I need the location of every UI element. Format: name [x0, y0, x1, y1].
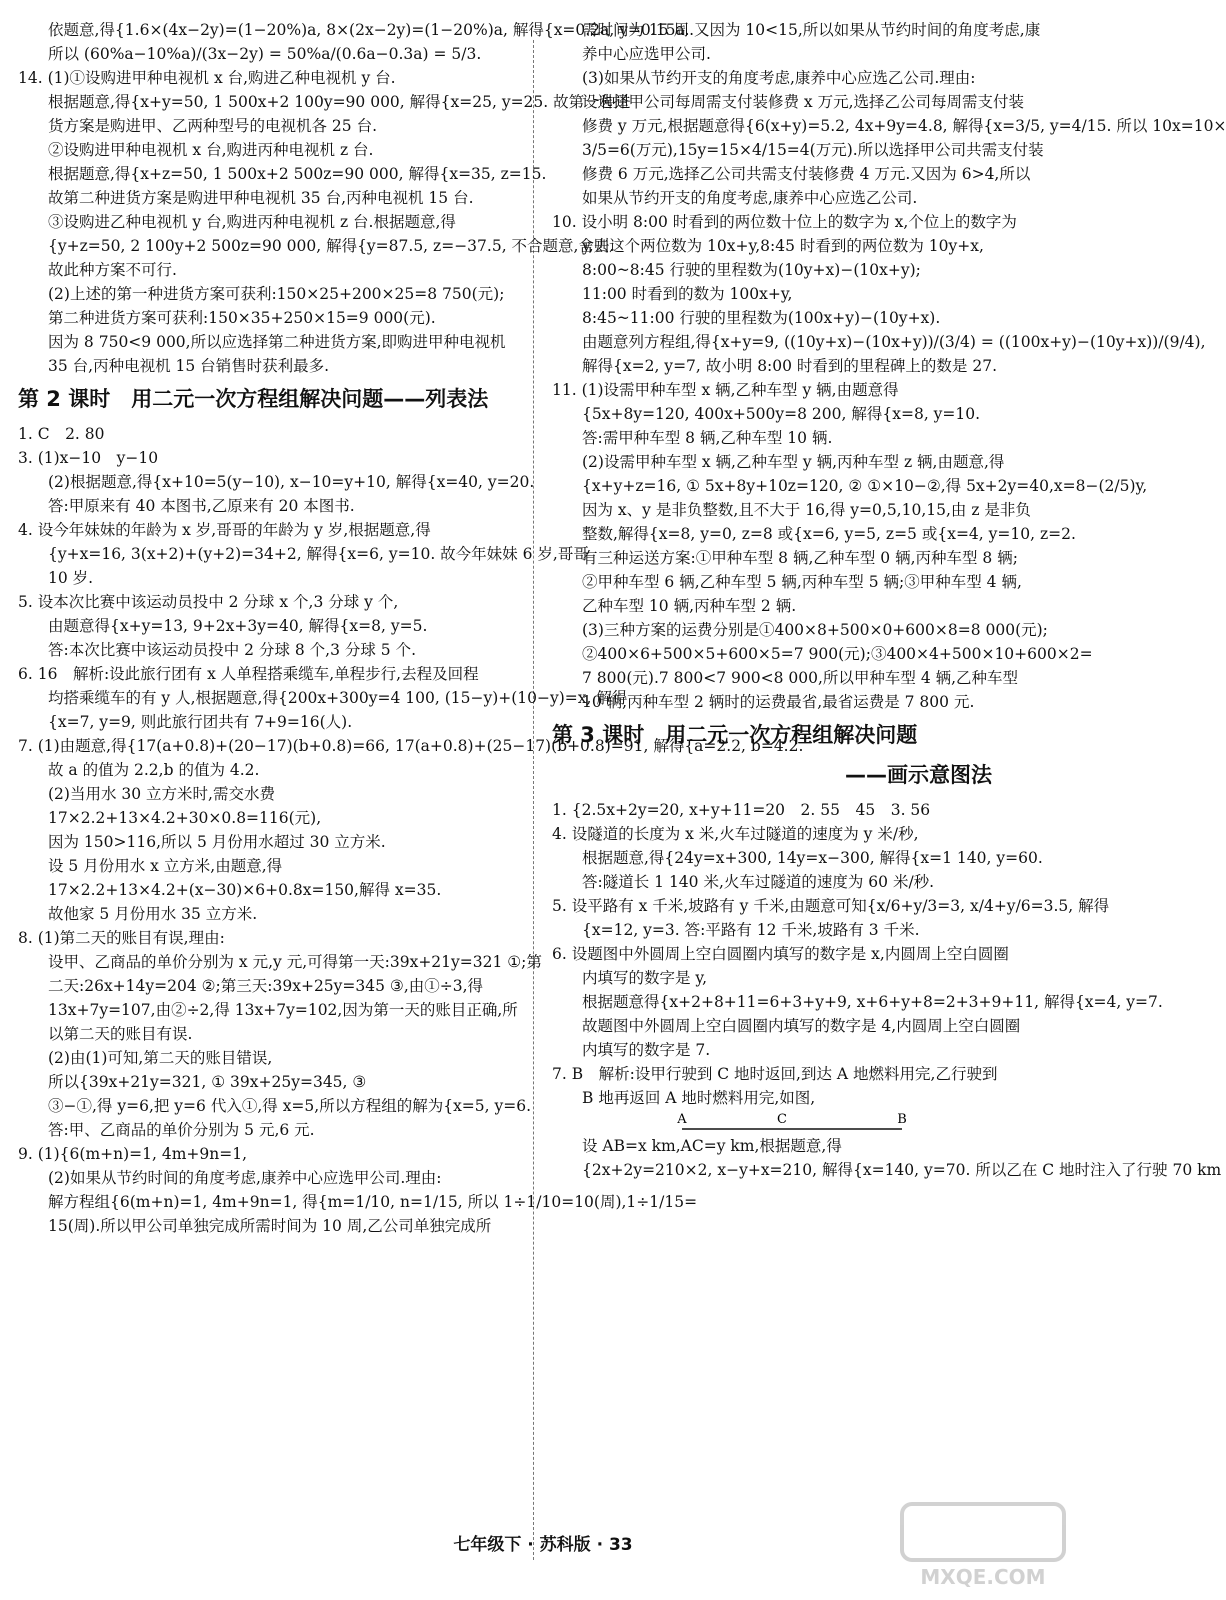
- answer-line: 依题意,得{1.6×(4x−2y)=(1−20%)a, 8×(2x−2y)=(1−20%)a, 解得{x=0.2a, y=0.15a.: [48, 21, 690, 39]
- answer-line: 3/5=6(万元),15y=15×4/15=4(万元).所以选择甲公司共需支付装: [582, 141, 1044, 159]
- answer-line: 17×2.2+13×4.2+30×0.8=116(元),: [48, 809, 322, 827]
- segment-point-label: A: [677, 1112, 687, 1127]
- answer-line: 以第二天的账目有误.: [48, 1025, 193, 1043]
- watermark-logo: [898, 1500, 1068, 1592]
- answer-line: 4. 设今年妹妹的年龄为 x 岁,哥哥的年龄为 y 岁,根据题意,得: [18, 521, 431, 539]
- answer-line: 故他家 5 月份用水 35 立方米.: [48, 905, 258, 923]
- answer-line: 14. (1)①设购进甲种电视机 x 台,购进乙种电视机 y 台.: [18, 69, 396, 87]
- answer-line: 需时间为 15 周.又因为 10<15,所以如果从节约时间的角度考虑,康: [582, 21, 1041, 39]
- answer-line: (3)如果从节约开支的角度考虑,康养中心应选乙公司.理由:: [582, 69, 976, 87]
- segment-figure-row: [552, 1110, 1062, 1134]
- answer-line: 所以{39x+21y=321, ① 39x+25y=345, ③: [48, 1073, 367, 1091]
- answer-line: 7. B 解析:设甲行驶到 C 地时返回,到达 A 地燃料用完,乙行驶到: [552, 1065, 998, 1083]
- right-answers-part2: [552, 798, 1222, 1182]
- answer-line: 故 a 的值为 2.2,b 的值为 4.2.: [48, 761, 260, 779]
- answer-line: 8:45~11:00 行驶的里程数为(100x+y)−(10y+x).: [582, 309, 941, 327]
- answer-line: 10 辆,丙种车型 2 辆时的运费最省,最省运费是 7 800 元.: [582, 693, 975, 711]
- answer-line: 设 AB=x km,AC=y km,根据题意,得: [582, 1137, 842, 1155]
- answer-line: 答:甲、乙商品的单价分别为 5 元,6 元.: [48, 1121, 315, 1139]
- answer-line: 所以 (60%a−10%a)/(3x−2y) = 50%a/(0.6a−0.3a) = 5/3.: [48, 45, 482, 63]
- section-3-title-line1: 第 3 课时 用二元一次方程组解决问题: [552, 723, 918, 747]
- answer-line: 答:甲原来有 40 本图书,乙原来有 20 本图书.: [48, 497, 355, 515]
- answer-line: 11:00 时看到的数为 100x+y,: [582, 285, 793, 303]
- answer-line: 5. 设本次比赛中该运动员投中 2 分球 x 个,3 分球 y 个,: [18, 593, 399, 611]
- answer-line: 二天:26x+14y=204 ②;第三天:39x+25y=345 ③,由①÷3,得: [48, 977, 484, 995]
- answer-line: 养中心应选甲公司.: [582, 45, 711, 63]
- answer-line: {y+x=16, 3(x+2)+(y+2)=34+2, 解得{x=6, y=10. 故今年妹妹 6 岁,哥哥: [48, 545, 589, 563]
- answer-line: ②设购进甲种电视机 x 台,购进丙种电视机 z 台.: [48, 141, 374, 159]
- answer-line: 内填写的数字是 7.: [582, 1041, 711, 1059]
- answer-line: 13x+7y=107,由②÷2,得 13x+7y=102,因为第一天的账目正确,所: [48, 1001, 518, 1019]
- answer-line: 1. {2.5x+2y=20, x+y+11=20 2. 55 45 3. 56: [552, 801, 931, 819]
- answer-line: y,则这个两位数为 10x+y,8:45 时看到的两位数为 10y+x,: [582, 237, 984, 255]
- segment-point-label: C: [777, 1112, 787, 1127]
- answer-line: {x=7, y=9, 则此旅行团共有 7+9=16(人).: [48, 713, 353, 731]
- answer-line: 故此种方案不可行.: [48, 261, 177, 279]
- answer-line: 由题意列方程组,得{x+y=9, ((10y+x)−(10x+y))/(3/4) = ((100x+y)−(10y+x))/(9/4),: [582, 333, 1206, 351]
- answer-line: ③−①,得 y=6,把 y=6 代入①,得 x=5,所以方程组的解为{x=5, y=6.: [48, 1097, 532, 1115]
- answer-line: {2x+2y=210×2, x−y+x=210, 解得{x=140, y=70. 所以乙在 C 地时注入了行驶 70 km: [582, 1161, 1222, 1179]
- answer-line: (2)当用水 30 立方米时,需交水费: [48, 785, 275, 803]
- answer-line: 7. (1)由题意,得{17(a+0.8)+(20−17)(b+0.8)=66, 17(a+0.8)+(25−17)(b+0.8)=91, 解得{a=2.2, b=4.2.: [18, 737, 804, 755]
- answer-line: (2)上述的第一种进货方案可获利:150×25+200×25=8 750(元);: [48, 285, 505, 303]
- answer-line: 故题图中外圆周上空白圆圈内填写的数字是 4,内圆周上空白圆圈: [582, 1017, 1021, 1035]
- segment-figure: [672, 1111, 912, 1135]
- answer-line: 7 800(元).7 800<7 900<8 000,所以甲种车型 4 辆,乙种车型: [582, 669, 1019, 687]
- answer-line: 3. (1)x−10 y−10: [18, 449, 159, 467]
- answer-line: (2)设需甲种车型 x 辆,乙种车型 y 辆,丙种车型 z 辆,由题意,得: [582, 453, 1005, 471]
- answer-line: 根据题意,得{x+y=50, 1 500x+2 100y=90 000, 解得{x=25, y=25. 故第一种进: [48, 93, 631, 111]
- answer-line: 15(周).所以甲公司单独完成所需时间为 10 周,乙公司单独完成所: [48, 1217, 492, 1235]
- answer-line: 因为 150>116,所以 5 月份用水超过 30 立方米.: [48, 833, 386, 851]
- answer-line: 解得{x=2, y=7, 故小明 8:00 时看到的里程碑上的数是 27.: [582, 357, 998, 375]
- answer-line: 10. 设小明 8:00 时看到的两位数十位上的数字为 x,个位上的数字为: [552, 213, 1017, 231]
- answer-line: 11. (1)设需甲种车型 x 辆,乙种车型 y 辆,由题意得: [552, 381, 899, 399]
- answer-line: 10 岁.: [48, 569, 94, 587]
- answer-line: 答:隧道长 1 140 米,火车过隧道的速度为 60 米/秒.: [582, 873, 935, 891]
- right-answers-part1: [552, 18, 1226, 714]
- answer-line: 如果从节约开支的角度考虑,康养中心应选乙公司.: [582, 189, 918, 207]
- answer-line: B 地再返回 A 地时燃料用完,如图,: [582, 1089, 816, 1107]
- answer-line: 修费 y 万元,根据题意得{6(x+y)=5.2, 4x+9y=4.8, 解得{x=3/5, y=4/15. 所以 10x=10×: [582, 117, 1226, 135]
- answer-line: 8. (1)第二天的账目有误,理由:: [18, 929, 225, 947]
- answer-line: 第二种进货方案可获利:150×35+250×15=9 000(元).: [48, 309, 436, 327]
- answer-line: (3)三种方案的运费分别是①400×8+500×0+600×8=8 000(元);: [582, 621, 1048, 639]
- answer-line: 有三种运送方案:①甲种车型 8 辆,乙种车型 0 辆,丙种车型 8 辆;: [582, 549, 1018, 567]
- svg-text:MXQE.COM: MXQE.COM: [920, 1565, 1046, 1589]
- answer-line: 6. 16 解析:设此旅行团有 x 人单程搭乘缆车,单程步行,去程及回程: [18, 665, 479, 683]
- column-divider: [533, 40, 534, 1560]
- answer-line: 整数,解得{x=8, y=0, z=8 或{x=6, y=5, z=5 或{x=4, y=10, z=2.: [582, 525, 1076, 543]
- answer-line: 答:需甲种车型 8 辆,乙种车型 10 辆.: [582, 429, 833, 447]
- answer-line: ②400×6+500×5+600×5=7 900(元);③400×4+500×10+600×2=: [582, 645, 1093, 663]
- page-footer: 七年级下 · 苏科版 · 33: [453, 1535, 633, 1555]
- answer-line: {y+z=50, 2 100y+2 500z=90 000, 解得{y=87.5, z=−37.5, 不合题意,舍去.: [48, 237, 615, 255]
- answer-line: 4. 设隧道的长度为 x 米,火车过隧道的速度为 y 米/秒,: [552, 825, 919, 843]
- answer-line: 解方程组{6(m+n)=1, 4m+9n=1, 得{m=1/10, n=1/15, 所以 1÷1/10=10(周),1÷1/15=: [48, 1193, 698, 1211]
- section-2-title: 第 2 课时 用二元一次方程组解决问题——列表法: [18, 387, 489, 411]
- answer-line: 设甲、乙商品的单价分别为 x 元,y 元,可得第一天:39x+21y=321 ①;第: [48, 953, 542, 971]
- answer-line: ③设购进乙种电视机 y 台,购进丙种电视机 z 台.根据题意,得: [48, 213, 456, 231]
- right-column: [552, 18, 1226, 1182]
- answer-line: {x+y+z=16, ① 5x+8y+10z=120, ② ①×10−②,得 5x+2y=40,x=8−(2/5)y,: [582, 477, 1148, 495]
- answer-line: 5. 设平路有 x 千米,坡路有 y 千米,由题意可知{x/6+y/3=3, x/4+y/6=3.5, 解得: [552, 897, 1110, 915]
- answer-line: 17×2.2+13×4.2+(x−30)×6+0.8x=150,解得 x=35.: [48, 881, 442, 899]
- answer-line: ②甲种车型 6 辆,乙种车型 5 辆,丙种车型 5 辆;③甲种车型 4 辆,: [582, 573, 1022, 591]
- answer-line: 修费 6 万元,选择乙公司共需支付装修费 4 万元.又因为 6>4,所以: [582, 165, 1031, 183]
- answer-line: 9. (1){6(m+n)=1, 4m+9n=1,: [18, 1145, 248, 1163]
- answer-line: 设选择甲公司每周需支付装修费 x 万元,选择乙公司每周需支付装: [582, 93, 1025, 111]
- section-3-title-line2: ——画示意图法: [845, 763, 992, 787]
- answer-line: 由题意得{x+y=13, 9+2x+3y=40, 解得{x=8, y=5.: [48, 617, 428, 635]
- answer-line: (2)根据题意,得{x+10=5(y−10), x−10=y+10, 解得{x=40, y=20.: [48, 473, 535, 491]
- answer-line: 均搭乘缆车的有 y 人,根据题意,得{200x+300y=4 100, (15−y)+(10−y)=x, 解得: [48, 689, 628, 707]
- answer-line: 内填写的数字是 y,: [582, 969, 708, 987]
- answer-line: 乙种车型 10 辆,丙种车型 2 辆.: [582, 597, 797, 615]
- answer-line: 根据题意,得{24y=x+300, 14y=x−300, 解得{x=1 140, y=60.: [582, 849, 1043, 867]
- segment-point-label: B: [897, 1112, 907, 1127]
- answer-line: (2)如果从节约时间的角度考虑,康养中心应选甲公司.理由:: [48, 1169, 442, 1187]
- answer-line: 8:00~8:45 行驶的里程数为(10y+x)−(10x+y);: [582, 261, 921, 279]
- answer-line: 故第二种进货方案是购进甲种电视机 35 台,丙种电视机 15 台.: [48, 189, 474, 207]
- answer-line: 1. C 2. 80: [18, 425, 105, 443]
- answer-line: (2)由(1)可知,第二天的账目错误,: [48, 1049, 273, 1067]
- answer-line: 因为 8 750<9 000,所以应选择第二种进货方案,即购进甲种电视机: [48, 333, 506, 351]
- answer-line: {5x+8y=120, 400x+500y=8 200, 解得{x=8, y=10.: [582, 405, 981, 423]
- answer-line: 6. 设题图中外圆周上空白圆圈内填写的数字是 x,内圆周上空白圆圈: [552, 945, 1009, 963]
- answer-line: 设 5 月份用水 x 立方米,由题意,得: [48, 857, 283, 875]
- answer-line: 货方案是购进甲、乙两种型号的电视机各 25 台.: [48, 117, 378, 135]
- answer-line: 答:本次比赛中该运动员投中 2 分球 8 个,3 分球 5 个.: [48, 641, 417, 659]
- answer-line: 35 台,丙种电视机 15 台销售时获利最多.: [48, 357, 330, 375]
- answer-line: 根据题意,得{x+z=50, 1 500x+2 500z=90 000, 解得{x=35, z=15.: [48, 165, 547, 183]
- answer-line: {x=12, y=3. 答:平路有 12 千米,坡路有 3 千米.: [582, 921, 920, 939]
- answer-line: 因为 x、y 是非负整数,且不大于 16,得 y=0,5,10,15,由 z 是非负: [582, 501, 1031, 519]
- answer-line: 根据题意得{x+2+8+11=6+3+y+9, x+6+y+8=2+3+9+11, 解得{x=4, y=7.: [582, 993, 1163, 1011]
